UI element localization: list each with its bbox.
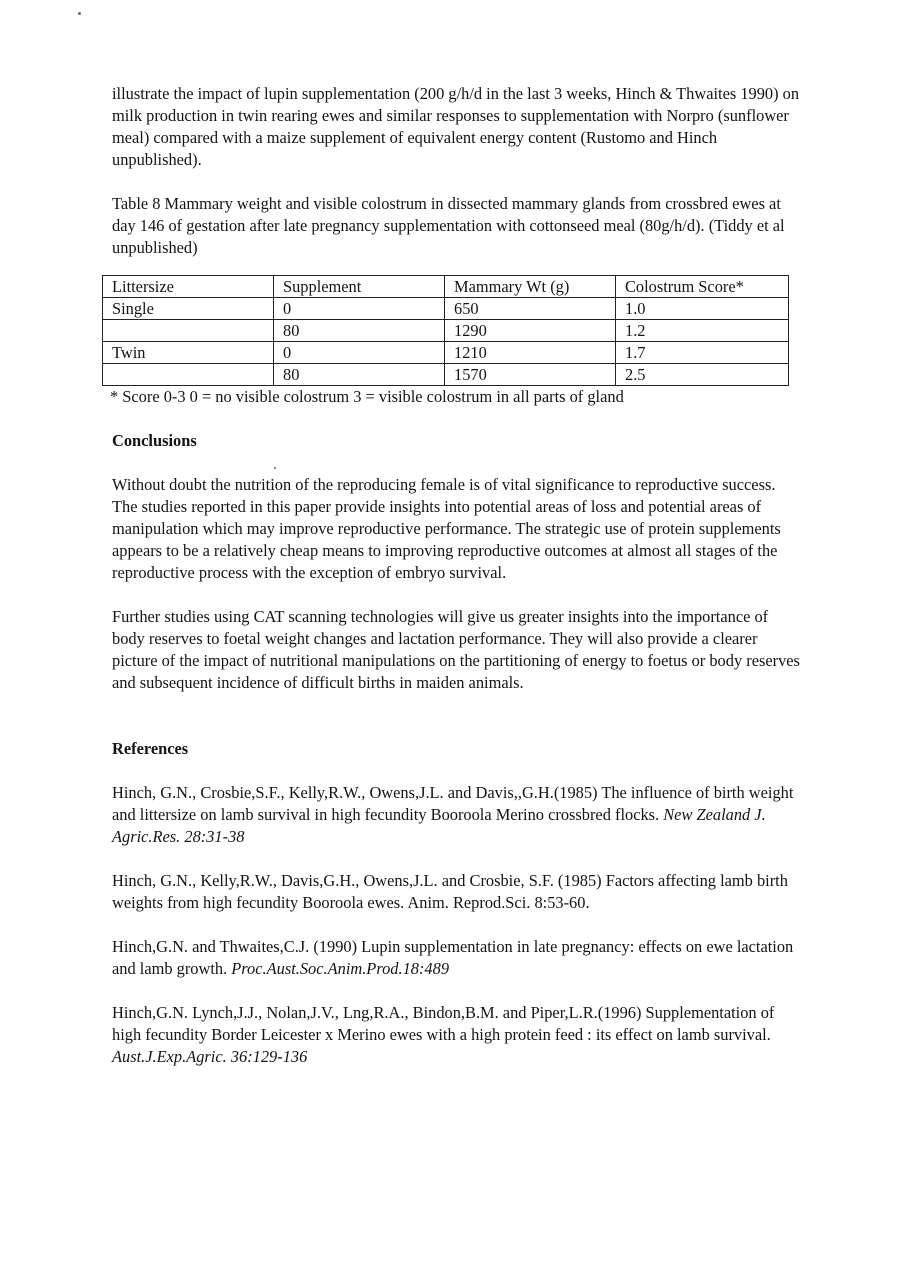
- reference-item: [112, 782, 802, 848]
- reference-text: Hinch,G.N. Lynch,J.J., Nolan,J.V., Lng,R.A., Bindon,B.M. and Piper,L.R.(1996) Supplementation of high fecundity Border Leicester x Merino ewes with a high protein feed : its effect on lamb survival.: [112, 1003, 775, 1044]
- table-cell: 1.0: [616, 298, 789, 320]
- reference-item: [112, 870, 802, 914]
- table-row: [103, 320, 789, 342]
- table-cell: Single: [103, 298, 274, 320]
- intro-paragraph: illustrate the impact of lupin supplementation (200 g/h/d in the last 3 weeks, Hinch & Thwaites 1990) on milk production in twin rearing ewes and similar responses to supplementation with Norpro (sunflower meal) compared with a maize supplement of equivalent energy content (Rustomo and Hinch unpublished).: [112, 84, 800, 169]
- table-cell: [103, 320, 274, 342]
- table-row: [103, 298, 789, 320]
- table-row: [103, 342, 789, 364]
- reference-journal: Aust.J.Exp.Agric. 36:129-136: [112, 1047, 308, 1066]
- table-cell: 650: [445, 298, 616, 320]
- reference-item: [112, 1002, 802, 1068]
- table-cell: 80: [274, 320, 445, 342]
- conclusions-heading: Conclusions: [112, 431, 197, 450]
- table-cell: 1570: [445, 364, 616, 386]
- reference-item: [112, 936, 802, 980]
- document-page: [112, 83, 802, 1090]
- table-cell: 0: [274, 298, 445, 320]
- table-cell: 0: [274, 342, 445, 364]
- table-cell: [103, 364, 274, 386]
- table-header-cell: Colostrum Score*: [616, 276, 789, 298]
- table-cell: 2.5: [616, 364, 789, 386]
- table-cell: 1.2: [616, 320, 789, 342]
- reference-text: Hinch, G.N., Crosbie,S.F., Kelly,R.W., Owens,J.L. and Davis,,G.H.(1985) The influence of birth weight and littersize on lamb survival in high fecundity Booroola Merino crossbred flocks.: [112, 783, 794, 824]
- conclusions-paragraph: Without doubt the nutrition of the reproducing female is of vital significance to reproductive success. The studies reported in this paper provide insights into potential areas of loss and potential areas of manipulation which may improve reproductive performance. The strategic use of protein supplements appears to be a relatively cheap means to improving reproductive outcomes at almost all stages of the reproductive process with the exception of embryo survival.: [112, 475, 781, 582]
- reference-text: Hinch, G.N., Kelly,R.W., Davis,G.H., Owens,J.L. and Crosbie, S.F. (1985) Factors affecting lamb birth weights from high fecundity Booroola ewes. Anim. Reprod.Sci. 8:53-60.: [112, 871, 788, 912]
- reference-journal: Proc.Aust.Soc.Anim.Prod.18:489: [231, 959, 450, 978]
- table-cell: Twin: [103, 342, 274, 364]
- table-cell: 80: [274, 364, 445, 386]
- references-heading: References: [112, 739, 189, 758]
- table-header-cell: Mammary Wt (g): [445, 276, 616, 298]
- table-header-cell: Littersize: [103, 276, 274, 298]
- table-cell: 1210: [445, 342, 616, 364]
- table-cell: 1.7: [616, 342, 789, 364]
- data-table: [102, 275, 789, 386]
- conclusions-paragraph: Further studies using CAT scanning technologies will give us greater insights into the importance of body reserves to foetal weight changes and lactation performance. They will also provide a clearer picture of the impact of nutritional manipulations on the partitioning of energy to foetus or body reserves and subsequent incidence of difficult births in maiden animals.: [112, 607, 800, 692]
- table-row: [103, 364, 789, 386]
- reference-text: Hinch,G.N. and Thwaites,C.J. (1990) Lupin supplementation in late pregnancy: effects on ewe lactation and lamb growth.: [112, 937, 794, 978]
- table-header-row: [103, 276, 789, 298]
- scan-speck: [78, 12, 81, 15]
- reference-journal: New Zealand J. Agric.Res. 28:31-38: [112, 805, 766, 846]
- table-footnote: * Score 0-3 0 = no visible colostrum 3 = visible colostrum in all parts of gland: [110, 387, 624, 406]
- table-cell: 1290: [445, 320, 616, 342]
- table-caption: Table 8 Mammary weight and visible colostrum in dissected mammary glands from crossbred ewes at day 146 of gestation after late pregnancy supplementation with cottonseed meal (80g/h/d). (Tiddy et al unpublished): [112, 194, 785, 257]
- table-header-cell: Supplement: [274, 276, 445, 298]
